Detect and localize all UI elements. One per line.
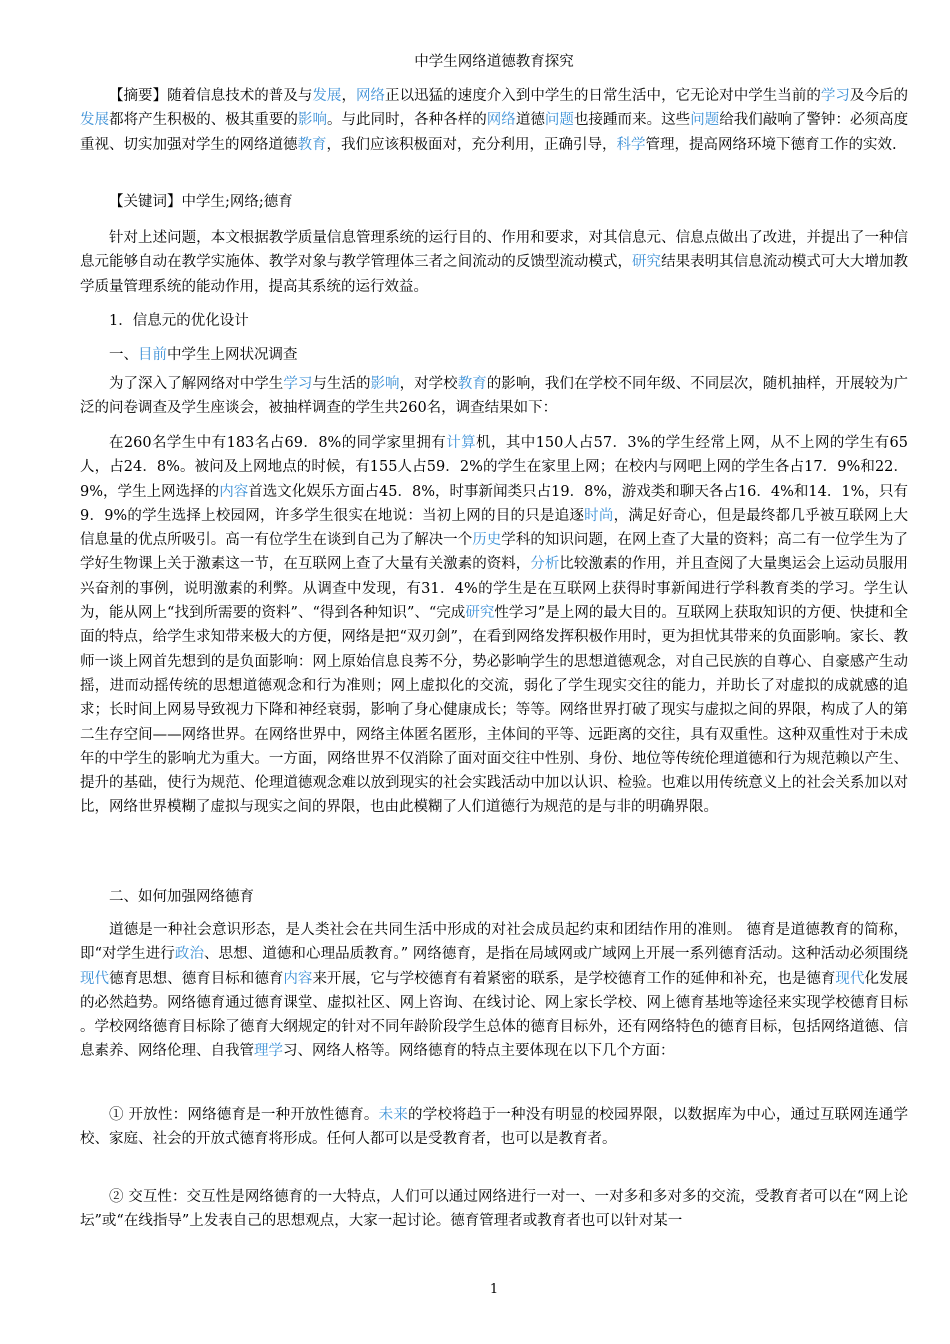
text-segment: ① 开放性：网络德育是一种开放性德育。 bbox=[109, 1107, 379, 1123]
text-segment: 的学校将趋于一种没有明显的校园界限，以数据库为中心，通过互联网连通学校、家庭、社会的开放式德育将形成。任何人都可以是受教育者，也可以是教育者。 bbox=[80, 1107, 909, 1148]
text-segment: 二、如何加强网络德育 bbox=[109, 889, 254, 905]
paragraph-text bbox=[80, 1103, 908, 1152]
text-segment: 。与此同时，各种各样的 bbox=[326, 112, 487, 129]
document-title: 中学生网络道德教育探究 bbox=[414, 54, 574, 70]
paragraph-text bbox=[80, 84, 908, 157]
keyword-link[interactable]: 学习 bbox=[820, 88, 850, 104]
text-segment: 都将产生积极的、极其重要的 bbox=[109, 112, 298, 129]
text-segment: 结果表明其信息流动模式可大大增加教学质量管理系统的能动作用，提高其系统的运行效益。 bbox=[80, 254, 909, 295]
text-segment: 给我们敲响了警钟：必须高度重视、切实加强对学生的网络道德 bbox=[80, 112, 909, 153]
text-segment: 为了深入了解网络对中学生 bbox=[109, 376, 284, 392]
text-segment: 在260名学生中有183名占69．8%的同学家里拥有 bbox=[109, 435, 447, 451]
keyword-link[interactable]: 未来 bbox=[378, 1107, 409, 1123]
text-segment: 道德是一种社会意识形态，是人类社会在共同生活中形成的对社会成员起约束和团结作用的准则。 德育是道德教育的简称，即“对学生进行 bbox=[80, 922, 908, 963]
keyword-link[interactable]: 问题 bbox=[544, 112, 574, 129]
paragraph-text bbox=[80, 885, 908, 909]
section-heading-3 bbox=[80, 885, 908, 909]
paragraph-text bbox=[80, 1185, 908, 1234]
text-segment: 与生活的 bbox=[312, 376, 371, 392]
keyword-link[interactable]: 分析 bbox=[530, 556, 560, 573]
keyword-link[interactable]: 内容 bbox=[283, 970, 313, 987]
text-segment: 的影响，我们在学校不同年级、不同层次，随机抽样，开展较为广泛的问卷调查及学生座谈会，被抽样调查的学生共260名，调查结果如下： bbox=[80, 376, 909, 417]
intro-paragraph bbox=[80, 226, 908, 299]
text-segment: ，对学校 bbox=[399, 376, 458, 392]
text-segment: 性学习”是上网的最大目的。互联网上获取知识的方便、快捷和全面的特点，给学生求知带来极大的方便，网络是把“双刃剑”，在看到网络发挥积极作用时，更为担忧其带来的负面影响。家长、教师一谈上网首先想到的是负面影响：网上原始信息良莠不分，势必影响学生的思想道德观念，对自己民族的自尊心、自豪感产生动摇，进而动摇传统的思想道德观念和行为准则；网上虚拟化的交流，弱化了学生现实交往的能力，并助长了对虚拟的成就感的追求；长时间上网易导致视力下降和神经衰弱，影响了身心健康成长；等等。网络世界打破了现实与虚拟之间的界限，构成了人的第二生存空间——网络世界。在网络世界中，网络主体匿名匿形，主体间的平等、远距离的交往，具有双重性。这种双重性对于未成年的中学生的影响尤为重大。一方面，网络世界不仅消除了面对面交往中性别、身份、地位等传统伦理道德和行为规范赖以产生、提升的基础，使行为规范、伦理道德观念难以放到现实的社会实践活动中加以认识、检验。也难以用传统意义上的社会关系加以对比，网络世界模糊了虚拟与现实之间的界限，也由此模糊了人们道德行为规范的是与非的明确界限。 bbox=[80, 605, 909, 816]
openness-paragraph bbox=[80, 1103, 908, 1152]
keyword-link[interactable]: 历史 bbox=[472, 532, 502, 549]
text-segment: ② 交互性：交互性是网络德育的一大特点，人们可以通过网络进行一对一、一对多和多对多的交流，受教育者可以在“网上论坛”或“在线指导”上发表自己的思想观点，大家一起讨论。德育管理者或教育者也可以针对某一 bbox=[80, 1189, 908, 1230]
keywords-paragraph bbox=[80, 190, 908, 214]
text-segment: 也接踵而来。这些 bbox=[573, 112, 691, 129]
paragraph-text bbox=[80, 190, 908, 214]
keyword-link[interactable]: 发展 bbox=[80, 112, 110, 129]
page-number: 1 bbox=[489, 1282, 499, 1297]
text-segment: 德育思想、德育目标和德育 bbox=[109, 970, 284, 987]
keyword-link[interactable]: 问题 bbox=[690, 112, 720, 129]
keyword-link[interactable]: 发展 bbox=[312, 88, 342, 104]
paragraph-text bbox=[80, 309, 908, 333]
keyword-link[interactable]: 网络 bbox=[355, 88, 386, 104]
text-segment: 首选文化娱乐方面占45．8%，时事新闻类只占19．8%，游戏类和聊天各占16．4%和14．1%，只有9．9%的学生选择上校园网，许多学生很实在地说：当初上网的目的只是追逐 bbox=[80, 483, 909, 524]
keyword-link[interactable]: 教育 bbox=[297, 136, 327, 153]
text-segment: 机，其中150人占57．3%的学生经常上网，从不上网的学生有65人，占24．8%。被问及上网地点的时候，有155人占59．2%的学生在家里上网；在校内与网吧上网的学生各占17．9%和22．9%，学生上网选择的 bbox=[80, 435, 908, 500]
keyword-link[interactable]: 学习 bbox=[283, 376, 313, 392]
keyword-link[interactable]: 网络 bbox=[486, 112, 516, 129]
keyword-link[interactable]: 时尚 bbox=[584, 507, 614, 524]
keyword-link[interactable]: 计算 bbox=[446, 435, 477, 451]
text-segment: 习、网络人格等。网络德育的特点主要体现在以下几个方面： bbox=[283, 1043, 675, 1060]
keyword-link[interactable]: 影响 bbox=[370, 376, 400, 392]
abstract-paragraph bbox=[80, 84, 908, 157]
paragraph-text bbox=[80, 431, 908, 820]
keyword-link[interactable]: 政治 bbox=[174, 946, 205, 963]
section-heading-1 bbox=[80, 309, 908, 333]
text-segment: 管理，提高网络环境下德育工作的实效. bbox=[645, 136, 897, 153]
text-segment: 学科的知识问题，在网上查了大量的资料；高二有一位学生为了学好生物课上关于激素这一节，在互联网上查了大量有关激素的资料， bbox=[80, 532, 909, 573]
text-segment: 道德 bbox=[515, 112, 545, 129]
text-segment: 【摘要】随着信息技术的普及与 bbox=[109, 88, 313, 104]
keyword-link[interactable]: 目前 bbox=[138, 347, 167, 363]
keyword-link[interactable]: 研究 bbox=[465, 605, 495, 622]
text-segment: ，我们应该积极面对，充分利用，正确引导， bbox=[326, 136, 617, 153]
keyword-link[interactable]: 研究 bbox=[632, 254, 662, 271]
text-segment: ，满足好奇心，但是最终都几乎被互联网上大信息量的优点所吸引。高一有位学生在谈到自己为了解决一个 bbox=[80, 507, 909, 549]
results-paragraph bbox=[80, 431, 908, 820]
survey-paragraph bbox=[80, 372, 908, 421]
text-segment: 比较激素的作用，并且查阅了大量奥运会上运动员服用兴奋剂的事例，说明激素的利弊。从调查中发现，有31．4%的学生是在互联网上获得时事新闻进行学科教育类的学习。学生认为，能从网上“找到所需要的资料”、“得到各种知识”、“完成 bbox=[80, 556, 909, 622]
text-segment: 【关键词】中学生;网络;德育 bbox=[109, 194, 293, 210]
keyword-link[interactable]: 现代 bbox=[835, 970, 865, 987]
paragraph-text bbox=[80, 918, 908, 1064]
text-segment: ， bbox=[341, 88, 356, 104]
text-segment: 及今后的 bbox=[849, 88, 909, 104]
paragraph-text bbox=[80, 343, 908, 367]
text-segment: 针对上述问题，本文根据教学质量信息管理系统的运行目的、作用和要求，对其信息元、信息点做出了改进，并提出了一种信息元能够自动在教学实施体、教学对象与教学管理体三者之间流动的反馈型流动模式， bbox=[80, 230, 908, 271]
keyword-link[interactable]: 现代 bbox=[80, 970, 110, 987]
interactivity-paragraph bbox=[80, 1185, 908, 1234]
text-segment: 化发展的必然趋势。网络德育通过德育课堂、虚拟社区、网上咨询、在线讨论、网上家长学校、网上德育基地等途径来实现学校德育目标 。学校网络德育目标除了德育大纲规定的针对不同年龄阶段学生总体的德育目标外，还有网络特色的德育目标，包括网络道德、信息素养、网络伦理、自我管 bbox=[80, 970, 909, 1060]
text-segment: 一、 bbox=[109, 347, 138, 363]
text-segment: 来开展，它与学校德育有着紧密的联系，是学校德育工作的延伸和补充，也是德育 bbox=[312, 970, 836, 987]
moral-education-paragraph bbox=[80, 918, 908, 1064]
text-segment: 中学生上网状况调查 bbox=[167, 347, 298, 363]
text-segment: 1．信息元的优化设计 bbox=[109, 313, 249, 329]
keyword-link[interactable]: 理学 bbox=[254, 1043, 283, 1060]
text-segment: 正以迅猛的速度介入到中学生的日常生活中，它无论对中学生当前的 bbox=[385, 88, 821, 104]
text-segment: 、思想、道德和心理品质教育。” 网络德育，是指在局域网或广域网上开展一系列德育活动。这种活动必须围绕 bbox=[204, 946, 908, 963]
paragraph-text bbox=[80, 226, 908, 299]
keyword-link[interactable]: 教育 bbox=[457, 376, 487, 392]
keyword-link[interactable]: 影响 bbox=[297, 112, 327, 129]
keyword-link[interactable]: 内容 bbox=[219, 483, 249, 500]
paragraph-text bbox=[80, 372, 908, 421]
keyword-link[interactable]: 科学 bbox=[616, 136, 646, 153]
section-heading-2 bbox=[80, 343, 908, 367]
